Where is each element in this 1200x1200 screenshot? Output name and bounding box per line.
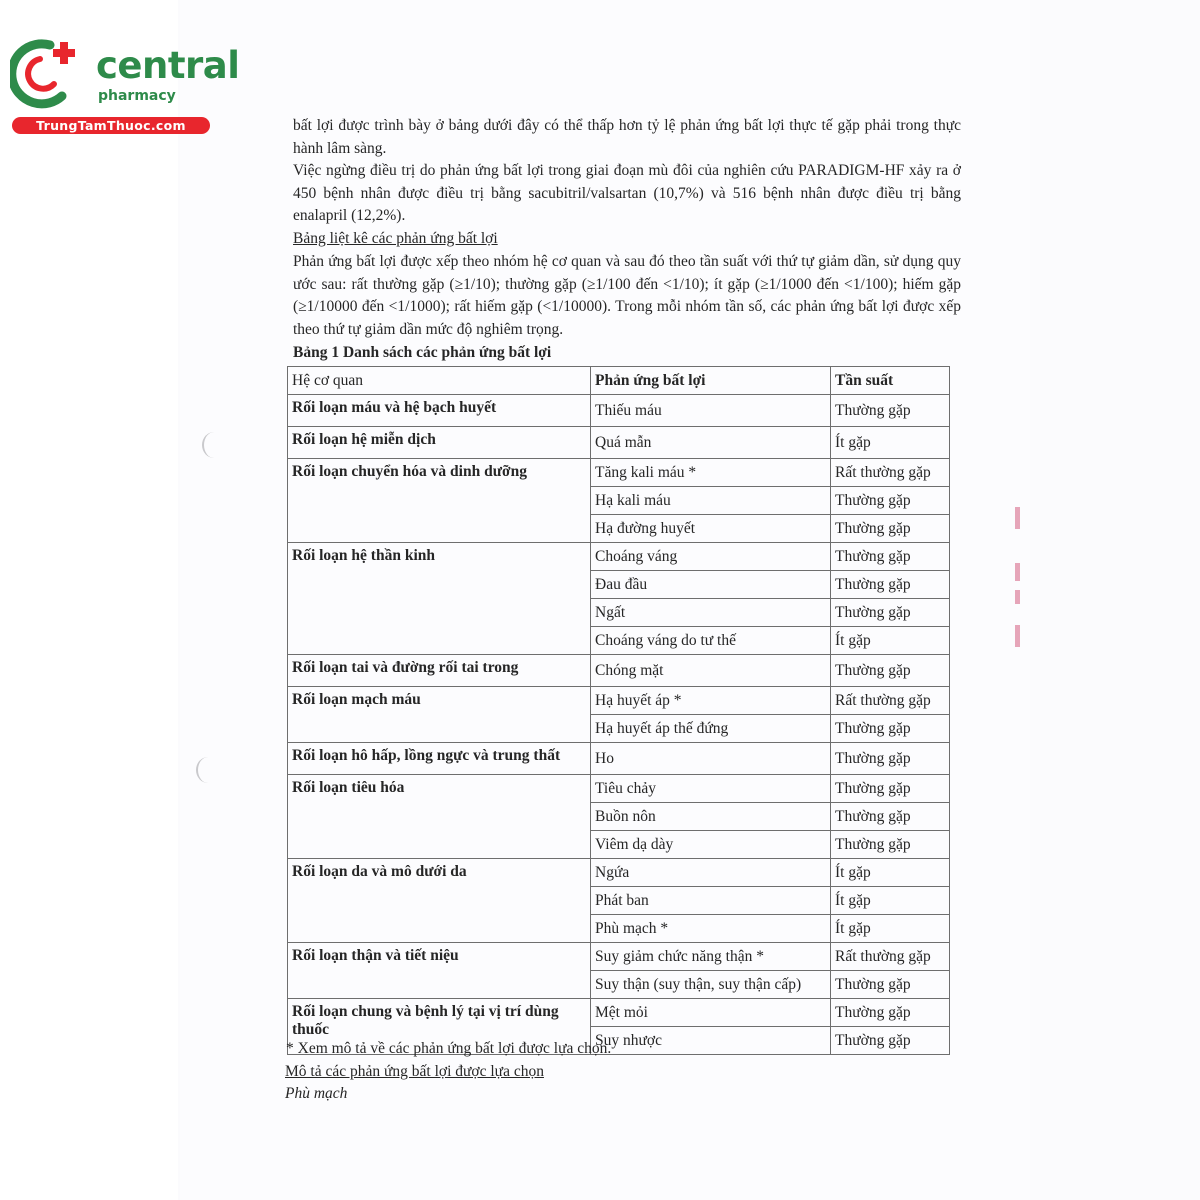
reaction-cell: Suy thận (suy thận, suy thận cấp) [591,971,831,999]
section-heading-adr-list: Bảng liệt kê các phản ứng bất lợi [293,230,498,247]
frequency-cell: Thường gặp [831,715,950,743]
organ-system-cell: Rối loạn máu và hệ bạch huyết [288,395,591,427]
reaction-cell: Mệt mỏi [591,999,831,1027]
binder-hole-mark [196,757,220,783]
frequency-cell: Rất thường gặp [831,687,950,715]
table-row [288,543,950,571]
header-organ-system: Hệ cơ quan [288,367,591,395]
reaction-cell: Choáng váng do tư thế [591,627,831,655]
organ-system-cell: Rối loạn chuyển hóa và dinh dưỡng [288,459,591,543]
frequency-cell: Thường gặp [831,655,950,687]
table-header-row [288,367,950,395]
reaction-cell: Suy nhược [591,1027,831,1055]
reaction-cell: Thiếu máu [591,395,831,427]
reaction-cell: Ngất [591,599,831,627]
subheading-angioedema: Phù mạch [285,1085,348,1102]
intro-paragraph-1: bất lợi được trình bày ở bảng dưới đây có thể thấp hơn tỷ lệ phản ứng bất lợi thực tế gặp phải trong thực hành lâm sàng. [293,117,961,157]
reaction-cell: Hạ huyết áp * [591,687,831,715]
intro-paragraph-2: Việc ngừng điều trị do phản ứng bất lợi trong giai đoạn mù đôi của nghiên cứu PARADIGM-HF xảy ra ở 450 bệnh nhân được điều trị bằng sacubitril/valsartan (10,7%) và 516 bệnh nhân được điều trị bằng enalapril (12,2%). [293,162,961,225]
reaction-cell: Phát ban [591,887,831,915]
reaction-cell: Hạ kali máu [591,487,831,515]
reaction-cell: Tăng kali máu * [591,459,831,487]
reaction-cell: Quá mẫn [591,427,831,459]
frequency-cell: Thường gặp [831,599,950,627]
frequency-cell: Thường gặp [831,1027,950,1055]
reaction-cell: Hạ đường huyết [591,515,831,543]
table-row [288,427,950,459]
organ-system-cell: Rối loạn mạch máu [288,687,591,743]
table-row [288,395,950,427]
organ-system-cell: Rối loạn thận và tiết niệu [288,943,591,999]
frequency-cell: Ít gặp [831,427,950,459]
organ-system-cell: Rối loạn tiêu hóa [288,775,591,859]
frequency-cell: Thường gặp [831,543,950,571]
frequency-cell: Ít gặp [831,887,950,915]
frequency-cell: Ít gặp [831,915,950,943]
organ-system-cell: Rối loạn tai và đường rối tai trong [288,655,591,687]
table-title: Bảng 1 Danh sách các phản ứng bất lợi [293,344,552,361]
reaction-cell: Đau đầu [591,571,831,599]
table-row [288,743,950,775]
frequency-cell: Thường gặp [831,395,950,427]
frequency-cell: Thường gặp [831,775,950,803]
header-adverse-reaction: Phản ứng bất lợi [591,367,831,395]
reaction-cell: Suy giảm chức năng thận * [591,943,831,971]
frequency-cell: Thường gặp [831,743,950,775]
table-footnote: * Xem mô tả về các phản ứng bất lợi được lựa chọn. [286,1040,612,1057]
frequency-cell: Thường gặp [831,515,950,543]
reaction-cell: Choáng váng [591,543,831,571]
frequency-cell: Thường gặp [831,571,950,599]
reaction-cell: Tiêu chảy [591,775,831,803]
header-frequency: Tần suất [831,367,950,395]
organ-system-cell: Rối loạn hô hấp, lồng ngực và trung thất [288,743,591,775]
reaction-cell: Phù mạch * [591,915,831,943]
frequency-cell: Thường gặp [831,487,950,515]
section-heading-selected-reactions: Mô tả các phản ứng bất lợi được lựa chọn [285,1063,544,1080]
logo-sub-text: pharmacy [98,88,176,104]
frequency-cell: Rất thường gặp [831,459,950,487]
table-row [288,999,950,1027]
organ-system-cell: Rối loạn da và mô dưới da [288,859,591,943]
stamp-marks [1012,505,1026,665]
table-row [288,775,950,803]
reaction-cell: Viêm dạ dày [591,831,831,859]
frequency-cell: Ít gặp [831,627,950,655]
frequency-cell: Thường gặp [831,971,950,999]
frequency-cell: Ít gặp [831,859,950,887]
organ-system-cell: Rối loạn chung và bệnh lý tại vị trí dùng thuốc [288,999,591,1055]
reaction-cell: Hạ huyết áp thế đứng [591,715,831,743]
reaction-cell: Chóng mặt [591,655,831,687]
adverse-reactions-table [287,366,950,1055]
table-row [288,655,950,687]
reaction-cell: Ho [591,743,831,775]
logo-brand-text: central [96,44,240,87]
reaction-cell: Buồn nôn [591,803,831,831]
organ-system-cell: Rối loạn hệ miễn dịch [288,427,591,459]
table-row [288,943,950,971]
frequency-cell: Thường gặp [831,999,950,1027]
table-row [288,687,950,715]
central-pharmacy-logo [10,38,240,138]
logo-site-link[interactable]: TrungTamThuoc.com [12,117,210,134]
frequency-cell: Thường gặp [831,803,950,831]
table-row [288,859,950,887]
table-row [288,459,950,487]
frequency-cell: Thường gặp [831,831,950,859]
intro-paragraph-3: Phản ứng bất lợi được xếp theo nhóm hệ cơ quan và sau đó theo tần suất với thứ tự giảm dần, sử dụng quy ước sau: rất thường gặp (≥1/10); thường gặp (≥1/100 đến <1/10); ít gặp (≥1/1000 đến <1/100); hiếm gặp (≥1/10000 đến <1/1000); rất hiếm gặp (<1/10000). Trong mỗi nhóm tần số, các phản ứng bất lợi được xếp theo thứ tự giảm dần mức độ nghiêm trọng. [293,253,961,338]
binder-hole-mark [202,432,226,458]
frequency-cell: Rất thường gặp [831,943,950,971]
pharmacy-cross-logo-icon [10,38,82,110]
reaction-cell: Ngứa [591,859,831,887]
organ-system-cell: Rối loạn hệ thần kinh [288,543,591,655]
